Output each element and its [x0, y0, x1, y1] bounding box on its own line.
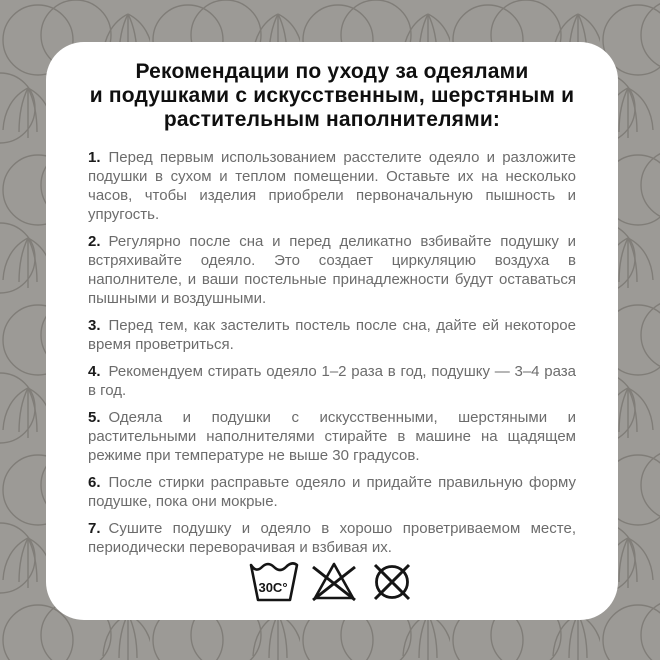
item-number: 3.: [88, 317, 101, 334]
item-number: 4.: [88, 363, 101, 380]
item-text: Сушите подушку и одеяло в хорошо проветриваемом месте, периодически переворачивая и взбивая их.: [88, 520, 576, 556]
care-recommendations-card: [46, 42, 618, 620]
care-item-1: [88, 148, 576, 224]
title-line-2: и подушками с искусственным, шерстяным и: [89, 84, 575, 107]
care-item-3: [88, 316, 576, 354]
wash-temp-label: 30C°: [258, 580, 288, 595]
item-text: Перед первым использованием расстелите одеяло и разложите подушки в сухом и теплом помещении. Оставьте их на несколько часов, чтобы изделия приобрели первоначальную пышность и упругость.: [88, 149, 576, 223]
page-title: [88, 60, 576, 132]
care-item-4: [88, 362, 576, 400]
care-item-6: [88, 473, 576, 511]
do-not-dry-clean-icon: [368, 557, 416, 605]
wash-30-icon: [248, 557, 300, 605]
item-number: 5.: [88, 409, 101, 426]
item-text: После стирки расправьте одеяло и придайте правильную форму подушке, пока они мокрые.: [88, 474, 576, 510]
item-text: Рекомендуем стирать одеяло 1–2 раза в год, подушку — 3–4 раза в год.: [88, 363, 576, 399]
care-icons-row: [88, 557, 576, 605]
care-item-2: [88, 232, 576, 308]
title-line-3: растительным наполнителями:: [163, 108, 501, 131]
item-text: Одеяла и подушки с искусственными, шерстяными и растительными наполнителями стирайте в машине на щадящем режиме при температуре не выше 30 градусов.: [88, 409, 576, 464]
do-not-bleach-icon: [310, 557, 358, 605]
care-item-7: [88, 519, 576, 557]
care-item-5: [88, 408, 576, 465]
item-number: 2.: [88, 233, 101, 250]
item-number: 1.: [88, 149, 101, 166]
item-number: 6.: [88, 474, 101, 491]
care-items-list: [88, 140, 576, 557]
item-number: 7.: [88, 520, 101, 537]
item-text: Перед тем, как застелить постель после сна, дайте ей некоторое время проветриться.: [88, 317, 576, 353]
item-text: Регулярно после сна и перед деликатно взбивайте подушку и встряхивайте одеяло. Это создает циркуляцию воздуха в наполнителе, и ваши постельные принадлежности будут оставаться пышными и воздушными.: [88, 233, 576, 307]
title-line-1: Рекомендации по уходу за одеялами: [135, 60, 529, 83]
